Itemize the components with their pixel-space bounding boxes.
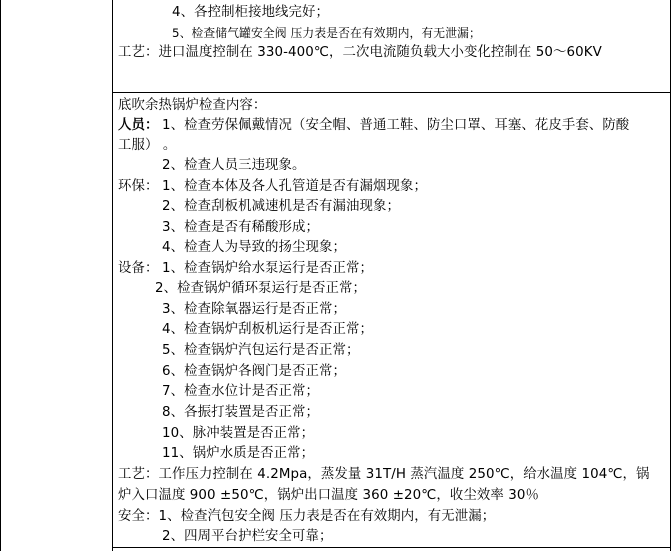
env-item-3: 3、检查是否有稀酸形成； (162, 220, 320, 235)
equip-item-7: 7、检查水位计是否正常； (162, 384, 320, 399)
process-line-2: 炉入口温度 900 ±50℃，锅炉出口温度 360 ±20℃，收尘效率 30％ (118, 488, 539, 503)
personnel-item-1-cont: 工服） 。 (118, 138, 177, 153)
process-text: 工艺：进口温度控制在 330-400℃，二次电流随负载大小变化控制在 50～60KV (118, 45, 602, 60)
table-column-divider (112, 0, 113, 551)
item-4-text: 4、各控制柜接地线完好； (172, 5, 330, 20)
safety-item-1: 安全：1、检查汽包安全阀 压力表是否在有效期内，有无泄漏； (118, 509, 496, 524)
equip-item-3: 3、检查除氧器运行是否正常； (162, 302, 346, 317)
env-item-2: 2、检查刮板机减速机是否有漏油现象； (162, 199, 400, 214)
item-5-text: 5、检查储气罐安全阀 压力表是否在有效期内，有无泄漏； (172, 26, 481, 40)
equip-item-2: 2、检查锅炉循环泵运行是否正常； (155, 281, 366, 296)
table-border-right (670, 0, 671, 551)
env-item-4: 4、检查人为导致的扬尘现象； (162, 240, 346, 255)
equip-item-6: 6、检查锅炉各阀门是否正常； (162, 364, 346, 379)
personnel-item-1: 1、检查劳保佩戴情况（安全帽、普通工鞋、防尘口罩、耳塞、花皮手套、防酸 (162, 118, 630, 133)
row-divider-bottom (112, 547, 671, 548)
process-line-1: 工艺：工作压力控制在 4.2Mpa，蒸发量 31T/H 蒸汽温度 250℃，给水温度 104℃，锅 (118, 467, 650, 482)
equip-item-10: 10、脉冲装置是否正常； (162, 426, 315, 441)
table-border-left (0, 0, 1, 551)
equip-item-1: 1、检查锅炉给水泵运行是否正常； (162, 261, 373, 276)
row-divider (112, 92, 671, 93)
section-heading: 底吹余热锅炉检查内容： (118, 98, 267, 113)
safety-item-2: 2、四周平台护栏安全可靠； (162, 529, 333, 544)
equip-item-11: 11、锅炉水质是否正常； (162, 446, 315, 461)
env-item-1: 1、检查本体及各人孔管道是否有漏烟现象； (162, 179, 427, 194)
equip-item-8: 8、各振打装置是否正常； (162, 405, 320, 420)
env-label: 环保： (118, 179, 159, 194)
equip-label: 设备： (118, 261, 159, 276)
personnel-item-2: 2、检查人员三违现象。 (162, 158, 306, 173)
personnel-label: 人员： (118, 118, 159, 133)
equip-item-4: 4、检查锅炉刮板机运行是否正常； (162, 322, 373, 337)
equip-item-5: 5、检查锅炉汽包运行是否正常； (162, 343, 360, 358)
